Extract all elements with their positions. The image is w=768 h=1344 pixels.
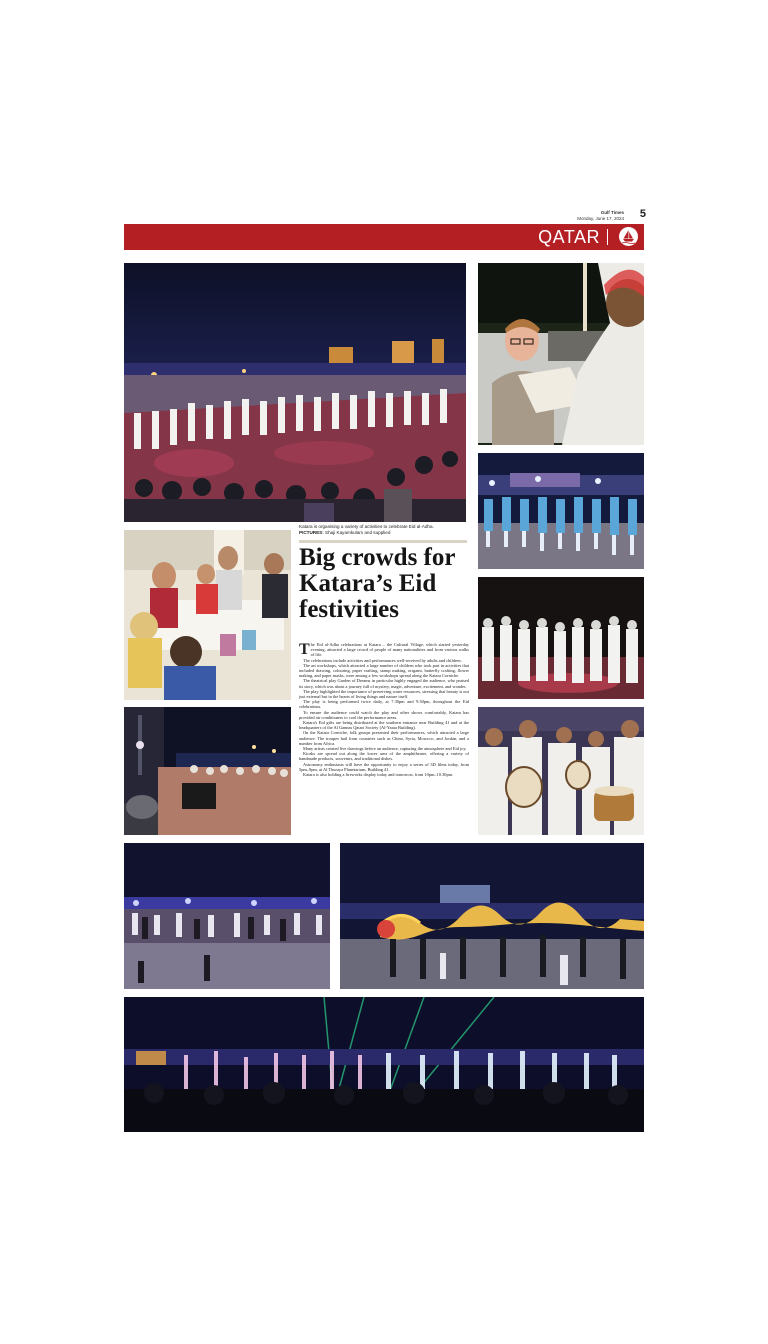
article-paragraph: Kiosks are spread out along the lower area of the amphitheatre, offering a variety of handmade products, souvenirs, and traditional dishes. xyxy=(299,751,469,762)
issue-date: Monday, June 17, 2024 xyxy=(577,215,624,221)
article-paragraph: The Eid al-Adha celebrations at Katara – the Cultural Village, which started yesterday evening, attracted a large crowd of people of many nationalities and from various walks of life. xyxy=(299,641,469,658)
drop-cap: T xyxy=(299,641,310,658)
photo-kids-workshop xyxy=(124,530,291,700)
article-body xyxy=(299,642,469,777)
article-paragraph: The play highlighted the importance of preserving water resources, stressing that beauty is not just external but in the hearts of living things and nature itself. xyxy=(299,688,469,700)
article-paragraph: The art workshops, which attracted a large number of children who took part in activities that included drawing, colouring, paper crafting, stamp making, origami, butterfly crafting, flower making, and paper masks, were among a few workshops spread along the Katara Corniche. xyxy=(299,662,469,679)
article-paragraph: On the Katara Corniche, folk groups presented their performances, which attracted a large audience. The troupes hail from countries such as China, Syria, Morocco, and Jordan, and a number from Africa. xyxy=(299,730,469,746)
article-paragraph: Katara is also holding a fireworks display today and tomorrow, from 10pm–10.30pm. xyxy=(303,772,454,778)
photo-caption xyxy=(299,524,467,535)
section-title: QATAR xyxy=(538,227,600,247)
photo-corniche-crowd xyxy=(124,843,330,989)
photo-boy-gift xyxy=(478,263,644,445)
section-banner xyxy=(124,224,644,250)
article-paragraph: The celebrations include activities and performances well-received by adults and children. xyxy=(303,657,462,663)
article-paragraph: To ensure the audience could watch the play and other shows comfortably, Katara has provided air conditioners to cool the performance areas. xyxy=(299,709,469,720)
photo-folk-dancers xyxy=(478,577,644,699)
page-number: 5 xyxy=(639,208,646,220)
photo-crowd-night xyxy=(124,263,466,522)
dhow-logo-icon xyxy=(619,227,638,246)
photo-stage-audience xyxy=(124,707,291,835)
article-paragraph: Many artists created live drawings before an audience, capturing the atmosphere and Eid joy. xyxy=(303,746,467,752)
publication-name: Gulf Times xyxy=(600,210,624,215)
caption-credit: Shaji Kayamkulam and supplied xyxy=(325,529,391,535)
article-paragraph: The theatrical play Garden of Dreams in particular highly engaged the audience, who praised its story, which was about a journey full of mystery, magic, adventure, excitement, and wonder. xyxy=(299,678,469,689)
caption-text: Katara is organising a variety of activities to celebrate Eid al-Adha. xyxy=(299,524,434,529)
article-headline: Big crowds for Katara’s Eid festivities xyxy=(299,544,456,623)
photo-marching-band xyxy=(478,453,644,569)
headline-rule xyxy=(299,540,467,543)
masthead-meta xyxy=(530,210,624,221)
caption-credit-label: PICTURES: xyxy=(299,529,324,535)
photo-drummers xyxy=(478,707,644,835)
article-paragraph: Astronomy enthusiasts will have the opportunity to enjoy a series of 3D films today, from 5pm–9pm, at Al Thuraya Planetarium, Building 41. xyxy=(299,761,469,772)
photo-fountain-laser-show xyxy=(124,997,644,1132)
article-paragraph: Katara's Eid gifts are being distributed at the southern entrance near Building 41 and at the headquarters of the Al Gannas Qatari Society (Al-Yaraa Building). xyxy=(299,720,469,731)
photo-dragon-dance xyxy=(340,843,644,989)
article-paragraph: The play is being performed twice daily, at 7.30pm and 9.30pm, throughout the Eid celebrations. xyxy=(299,699,469,710)
section-divider xyxy=(607,229,608,245)
